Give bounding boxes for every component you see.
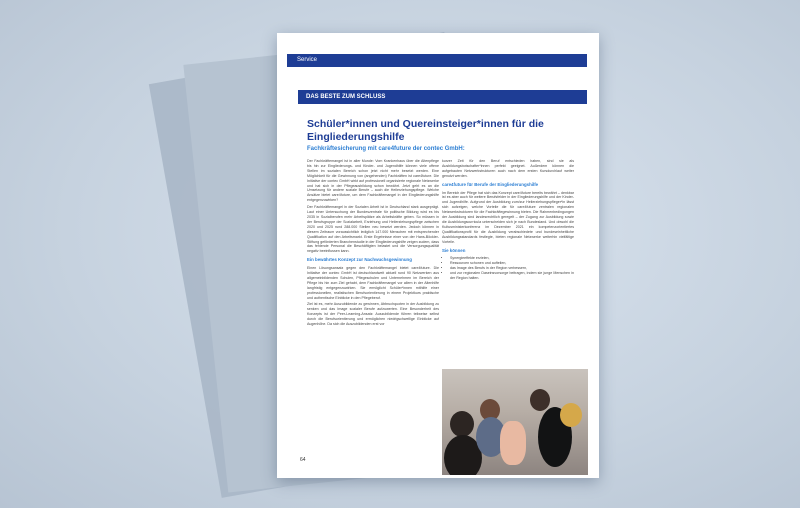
photo-person bbox=[450, 411, 474, 437]
bullet-list bbox=[442, 256, 574, 281]
page-number: 64 bbox=[300, 457, 306, 463]
paragraph: Ziel ist es, mehr Auszubildende zu gewinnen, Abbruchquoten in der Ausbildung zu senken und das Image sozialer Berufe aufzuwerten. Eine Besonderheit des Konzepts ist der Peer-Learning-Ansatz: Auszubildende führen teilweise selbst durch die Berufsorientierung und ermöglichen niedrigschwellige Einblicke auf Augenhöhe. Da sich die Auszubildenden erst vor bbox=[307, 302, 439, 327]
article-photo bbox=[442, 369, 588, 475]
photo-person bbox=[560, 403, 582, 427]
paragraph: Der Fachkräftemangel ist in aller Munde: Vom Krankenhaus über die Altenpflege bis hin zur Eingliederungs- und Kinder- und Jugendhilfe können viele offene Stellen im sozialen Bereich schon jetzt nicht mehr besetzt werden. Eine Möglichkeit für die Gewinnung von (angehenden) Fachkräften ist care4future. Die Initiative der contec GmbH wirkt auf professionell organisierte regionale Netzwerke und hat sich in der Pflegeausbildung schon bewährt. Jetzt geht es an die Umsetzung für andere soziale Berufe – auch die Heilerziehungspflege. Welche Ansätze bietet care4future, um dem Fachkräftemangel in der Eingliederungshilfe entgegenzuwirken? bbox=[307, 159, 439, 203]
left-column bbox=[307, 159, 439, 329]
banner-bar: DAS BESTE ZUM SCHLUSS bbox=[298, 90, 587, 104]
paragraph: Einen Lösungsansatz gegen den Fachkräftemangel bietet care4future. Die Initiative der contec GmbH ist deutschlandweit aktuell rund 90 Netzwerken aus allgemeinbildenden Schulen, Pflegeschulen und Unternehmen im Bereich der Pflege bis hin zum Ziel gehabt, dem Fachkräftemangel vor allem in der Altenhilfe langfristig entgegenzuwirken. Sie ermöglicht Schüler*innen mithilfe einer professionellen, realistischen Berufsorientierung in einem Projektkurs praktische und authentische Einblicke in den Pflegeberuf. bbox=[307, 266, 439, 300]
section-header-bar: Service bbox=[287, 54, 587, 67]
list-item: • und zur regionalen Daseinsvorsorge beitragen, indem sie junge Menschen in der Region halten. bbox=[450, 271, 574, 281]
paragraph: Im Bereich der Pflege hat sich das Konzept care4future bereits bewährt – denkbar ist es aber auch für weitere Berufsfelder in der Eingliederungshilfe und der Kinder- und Jugendhilfe. Aufgrund der Ausbildung zum/zur Heilerziehungspfleger*in lässt sich aufzeigen, welche Vorteile die für care4future zentralen regionalen Netzwerkstrukturen für die Fachkräftegewinnung bieten. Die Rahmenbedingungen der Ausbildung sind landesrechtlich geregelt – der Zugang zur Ausbildung sowie die Ausbildungscurricula unterscheiden sich je nach Bundesland. Und obwohl die Kultusministerkonferenz im Dezember 2021 ein kompetenzorientiertes Qualifikationsprofil für die Ausbildung verabschiedete und bundeseinheitliche Ausbildungsstandards festlegte, bieten regionale Netzwerke weiterhin vielfältige Vorteile. bbox=[442, 190, 574, 244]
list-item: • das Image des Berufs in der Region verbessern, bbox=[450, 266, 574, 271]
article-subtitle: Fachkräftesicherung mit care4future der contec GmbH: bbox=[307, 146, 465, 152]
section-heading: Sie können bbox=[442, 247, 466, 253]
list-item: • Synergieeffekte erzielen, bbox=[450, 256, 574, 261]
section-heading: Ein bewährtes Konzept zur Nachwuchsgewinnung bbox=[307, 257, 412, 263]
right-column bbox=[442, 159, 574, 281]
magazine-page bbox=[277, 33, 599, 478]
paragraph: Der Fachkräftemangel in der Sozialen Arbeit ist in Deutschland stark ausgeprägt. Laut einer Untersuchung der Bundeszentrale für politische Bildung wird es bis 2035 in Sozialberufen mehr Arbeitsplätze als Arbeitskräfte geben. So müssen in der Berufsgruppe der Sozialarbeit, Erziehung und Heilerziehungspflege zwischen 2020 und 2025 rund 288.000 Stellen neu besetzt werden. Jedoch können in diesem Zeitraum voraussichtlich lediglich 147.000 Menschen mit entsprechender Qualifikation auf den Arbeitsmarkt. Erste Ergebnisse einer von der Hans-Böckler-Stiftung geförderten Branchenstudie in der Eingliederungshilfe zeigen zudem, dass das fehlende Personal die Beschäftigten belastet und die Versorgungsqualität negativ beeinflussen kann. bbox=[307, 205, 439, 254]
list-item: • Ressourcen schonen und aufteilen, bbox=[450, 261, 574, 266]
article-title: Schüler*innen und Quereinsteiger*innen für die Eingliederungshilfe bbox=[307, 118, 544, 143]
photo-person bbox=[530, 389, 550, 411]
paragraph: kurzer Zeit für den Beruf entschieden haben, sind sie als Ausbildungsbotschafter*innen perfekt geeignet. Außerdem können die aufgebauten Netzwerkstrukturen auch nach dem ersten Kursdurchlauf weiter genutzt werden. bbox=[442, 159, 574, 178]
photo-model bbox=[500, 421, 526, 465]
section-heading: care4future für Berufe der Eingliederungshilfe bbox=[442, 181, 539, 187]
